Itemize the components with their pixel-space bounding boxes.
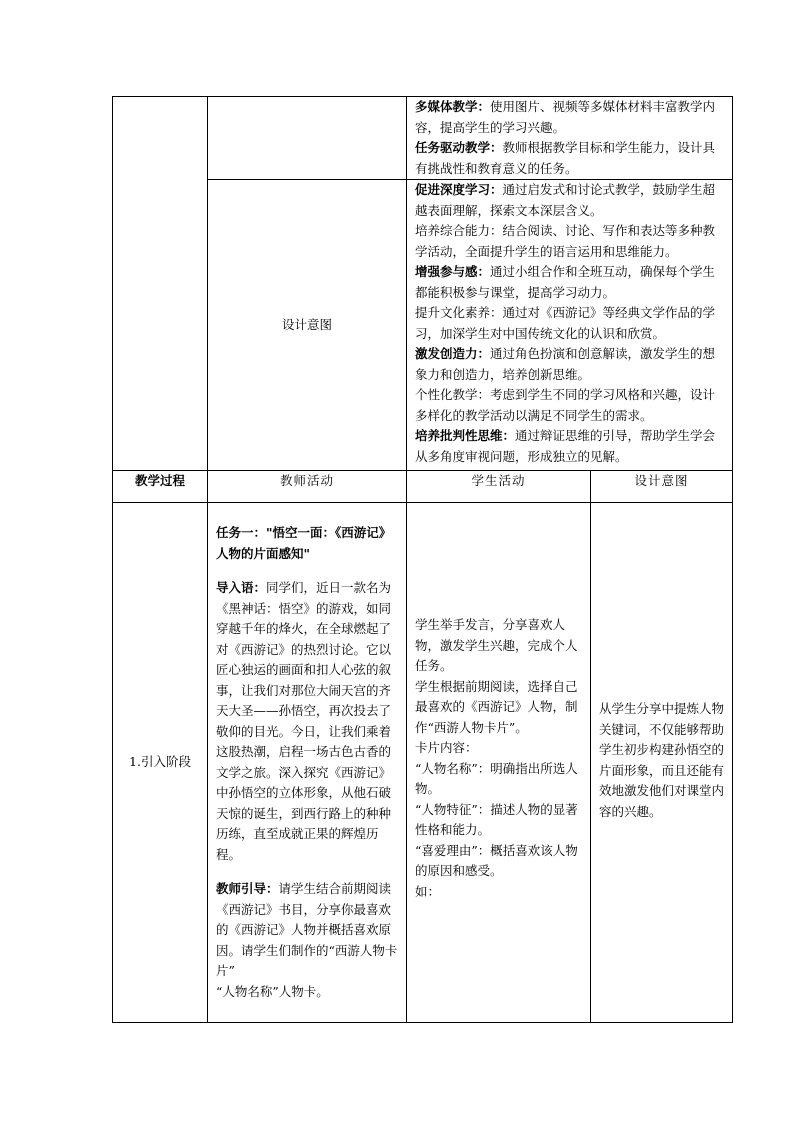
student-activity-cell xyxy=(407,503,591,1023)
intent-item: 促进深度学习：通过启发式和讨论式教学，鼓励学生超越表面理解，探索文本深层含义。 xyxy=(415,182,716,218)
design-intent-text: 从学生分享中提炼人物关键词，不仅能够帮助学生初步构建孙悟空的片面形象，而且还能有效地激发他们对课堂内容的兴趣。 xyxy=(599,701,725,819)
task-title: 任务一："悟空一面：《西游记》人物的片面感知" xyxy=(216,525,392,561)
header-process: 教学过程 xyxy=(113,471,208,503)
intent-item: 激发创造力：通过角色扮演和创意解读，激发学生的想象力和创造力，培养创新思维。 xyxy=(415,346,716,382)
header-design: 设计意图 xyxy=(591,471,733,503)
guide-paragraph: 教师引导：请学生结合前期阅读《西游记》书目，分享你最喜欢的《西游记》人物并概括喜欢原因。请学生们制作的“西游人物卡片” xyxy=(216,881,398,978)
intent-item: 增强参与感：通过小组合作和全班互动，确保每个学生都能积极参与课堂，提高学习动力。 xyxy=(415,264,716,300)
student-line: 学生根据前期阅读，选择自己最喜欢的《西游记》人物，制作“西游人物卡片”。 xyxy=(415,678,578,735)
student-line: 如： xyxy=(415,883,441,899)
process-header-row xyxy=(113,471,733,503)
student-line: 卡片内容： xyxy=(415,740,478,755)
design-intent-cell xyxy=(591,503,733,1023)
method-item: 任务驱动教学：教师根据教学目标和学生能力，设计具有挑战性和教育意义的任务。 xyxy=(415,140,716,176)
blank-left-cell xyxy=(113,97,208,471)
method-item: 多媒体教学：使用图片、视频等多媒体材料丰富教学内容，提高学生的学习兴趣。 xyxy=(415,99,716,135)
student-line: “人物特征”：描述人物的显著性格和能力。 xyxy=(415,801,578,837)
student-line: “人物名称”：明确指出所选人物。 xyxy=(415,760,578,796)
intent-cell xyxy=(407,180,733,471)
intent-item: 个性化教学：考虑到学生不同的学习风格和兴趣，设计多样化的教学活动以满足不同学生的需求。 xyxy=(415,387,716,423)
intent-item: 提升文化素养：通过对《西游记》等经典文学作品的学习，加深学生对中国传统文化的认识和欣赏。 xyxy=(415,305,716,341)
header-student: 学生活动 xyxy=(407,471,591,503)
lesson-plan-table xyxy=(112,96,733,1023)
stage-label: 1.引入阶段 xyxy=(113,503,208,1023)
header-teacher: 教师活动 xyxy=(208,471,407,503)
intent-item: 培养综合能力：结合阅读、讨论、写作和表达等多种教学活动，全面提升学生的语言运用和思维能力。 xyxy=(415,223,716,259)
methods-cell xyxy=(407,97,733,180)
blank-method-cell xyxy=(208,97,407,180)
intent-item: 培养批判性思维：通过辩证思维的引导，帮助学生学会从多角度审视问题，形成独立的见解。 xyxy=(415,428,716,464)
design-intent-label: 设计意图 xyxy=(208,180,407,471)
intro-paragraph: 导入语：同学们，近日一款名为《黑神话：悟空》的游戏，如同穿越千年的烽火，在全球燃起了对《西游记》的热烈讨论。它以匠心独运的画面和扣人心弦的叙事，让我们对那位大闹天宫的齐天大圣——孙悟空，再次投去了敬仰的目光。今日，让我们乘着这股热潮，启程一场古色古香的文学之旅。深入探究《西游记》中孙悟空的立体形象，从他石破天惊的诞生，到西行路上的种种历练，直至成就正果的辉煌历程。 xyxy=(216,580,392,862)
student-line: 学生举手发言，分享喜欢人物，激发学生兴趣，完成个人任务。 xyxy=(415,617,578,673)
teacher-activity-cell xyxy=(208,503,407,1023)
card-line: “人物名称”人物卡。 xyxy=(216,983,329,999)
student-line: “喜爱理由”：概括喜欢该人物的原因和感受。 xyxy=(415,842,578,878)
methods-row xyxy=(113,97,733,180)
stage-row xyxy=(113,503,733,1023)
